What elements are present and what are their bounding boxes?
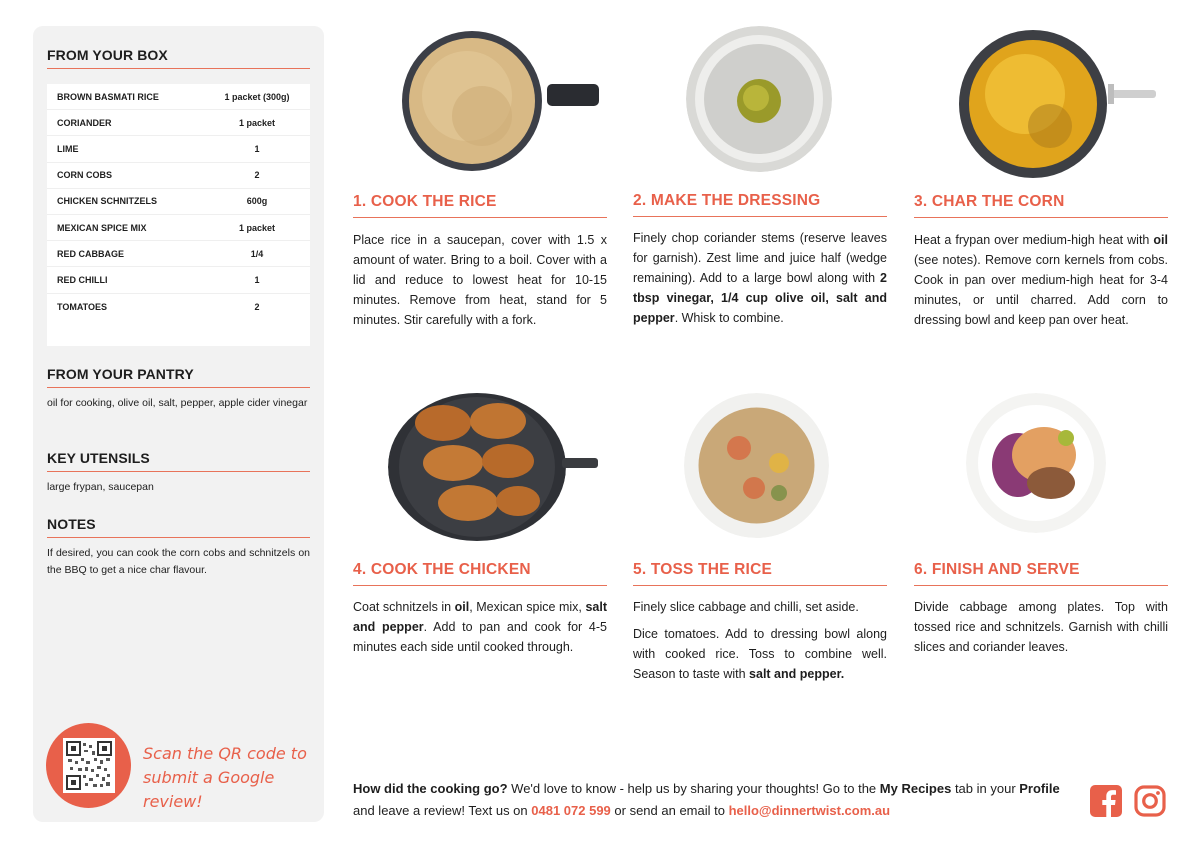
ingredient-row	[47, 294, 310, 320]
text-run: Finely slice cabbage and chilli, set aside.	[633, 600, 859, 614]
step-5-title: 5. TOSS THE RICE	[633, 561, 887, 586]
ingredient-quantity: 1/4	[250, 248, 264, 259]
from-your-box-heading: FROM YOUR BOX	[47, 47, 310, 69]
qr-code-icon	[63, 738, 115, 793]
step-1-body	[353, 230, 607, 330]
ingredient-name: CORIANDER	[57, 117, 112, 128]
ingredient-quantity: 1 packet	[238, 117, 276, 128]
step-5-body	[633, 597, 887, 684]
text-run: Divide cabbage among plates. Top with tossed rice and schnitzels. Garnish with chilli slices and coriander leaves.	[914, 600, 1168, 654]
step-paragraph	[633, 228, 887, 328]
qr-prompt-line-2: submit a Google review!	[143, 768, 275, 811]
step-paragraph	[914, 230, 1168, 330]
ingredients-sidebar	[33, 26, 324, 822]
text-run: , Mexican spice mix,	[469, 600, 586, 614]
ingredient-name: RED CHILLI	[57, 274, 108, 285]
bold-text: How did the cooking go?	[353, 781, 508, 796]
contact-link[interactable]: hello@dinnertwist.com.au	[728, 803, 891, 818]
bold-text: My Recipes	[879, 781, 952, 796]
qr-review-prompt	[143, 742, 313, 814]
ingredient-name: BROWN BASMATI RICE	[57, 91, 159, 102]
text-run: or send an email to	[610, 803, 729, 818]
ingredient-row	[47, 84, 310, 110]
from-your-pantry-heading: FROM YOUR PANTRY	[47, 366, 310, 388]
saucepan-handle-icon	[547, 78, 602, 114]
pantry-text: oil for cooking, olive oil, salt, pepper, apple cider vinegar	[47, 397, 308, 409]
text-run: Coat schnitzels in	[353, 600, 455, 614]
ingredient-row	[47, 189, 310, 215]
step-4-title: 4. COOK THE CHICKEN	[353, 561, 607, 586]
ingredient-name: CHICKEN SCHNITZELS	[57, 196, 158, 207]
notes-text: If desired, you can cook the corn cobs and schnitzels on the BBQ to get a nice char flavour.	[47, 547, 310, 576]
ingredient-row	[47, 136, 310, 162]
ingredient-name: MEXICAN SPICE MIX	[57, 222, 147, 233]
step-6-body	[914, 597, 1168, 657]
utensils-text: large frypan, saucepan	[47, 481, 154, 493]
step-2-title: 2. MAKE THE DRESSING	[633, 192, 887, 217]
bold-text: oil	[454, 600, 470, 614]
step-paragraph	[353, 597, 607, 657]
text-run: (see notes). Remove corn kernels from cobs. Cook in pan over medium-high heat for 3-4 minutes, or until charred. Add corn to dressing bowl and keep pan over heat.	[914, 253, 1168, 327]
ingredient-quantity: 2	[254, 170, 260, 181]
ingredient-quantity: 600g	[246, 196, 268, 207]
tossed-rice-bowl-image	[684, 393, 829, 538]
ingredient-name: CORN COBS	[57, 170, 113, 181]
bold-text: Profile	[1019, 781, 1060, 796]
ingredient-row	[47, 163, 310, 189]
ingredient-name: RED CABBAGE	[57, 248, 125, 259]
ingredient-quantity: 1 packet (300g)	[224, 91, 290, 102]
dressing-bowl-image	[686, 26, 832, 172]
ingredient-quantity: 1 packet	[238, 222, 276, 233]
step-paragraph	[914, 597, 1168, 657]
text-run: tab in your	[951, 781, 1020, 796]
frypan-handle-icon-2	[562, 450, 602, 480]
ingredient-quantity: 1	[254, 274, 260, 285]
step-1-title: 1. COOK THE RICE	[353, 193, 607, 218]
notes-heading: NOTES	[47, 516, 310, 538]
ingredient-quantity: 2	[254, 301, 260, 312]
text-run: Heat a frypan over medium-high heat with	[914, 233, 1154, 247]
bold-text: salt and pepper.	[749, 667, 845, 681]
ingredients-table	[47, 84, 310, 346]
step-2-body	[633, 228, 887, 328]
bold-text: salt and pepper	[353, 600, 607, 634]
step-3-body	[914, 230, 1168, 330]
step-6-title: 6. FINISH AND SERVE	[914, 561, 1168, 586]
ingredient-row	[47, 267, 310, 293]
qr-code-badge[interactable]	[46, 723, 131, 808]
ingredient-row	[47, 241, 310, 267]
ingredient-quantity: 1	[254, 143, 260, 154]
text-run: Dice tomatoes. Add to dressing bowl along with cooked rice. Toss to combine well. Season to taste with	[633, 627, 887, 681]
bold-text: oil	[1153, 233, 1168, 247]
step-paragraph	[353, 230, 607, 330]
ingredient-row	[47, 110, 310, 136]
ingredient-name: LIME	[57, 143, 79, 154]
frypan-handle-icon	[1108, 80, 1160, 110]
step-4-body	[353, 597, 607, 657]
text-run: . Add to pan and cook for 4-5 minutes each side until cooked through.	[353, 620, 608, 654]
bold-text: 2 tbsp vinegar, 1/4 cup olive oil, salt and pepper	[633, 271, 887, 325]
served-plate-image	[966, 393, 1106, 533]
chicken-in-frypan-image	[388, 393, 566, 541]
ingredient-name: TOMATOES	[57, 301, 108, 312]
rice-in-saucepan-image	[397, 26, 547, 176]
text-run: and leave a review! Text us on	[353, 803, 532, 818]
text-run: We'd love to know - help us by sharing your thoughts! Go to the	[507, 781, 880, 796]
text-run: Place rice in a saucepan, cover with 1.5 x amount of water. Bring to a boil. Cover with a lid and reduce to lowest heat for 10-15 minutes. Remove from heat, stand for 5 minutes. Stir carefully with a fork.	[353, 233, 607, 327]
review-footer-text	[353, 778, 1073, 822]
facebook-icon[interactable]	[1090, 785, 1122, 817]
ingredient-row	[47, 215, 310, 241]
step-paragraph	[633, 624, 887, 684]
qr-prompt-line-1: Scan the QR code to	[143, 744, 307, 763]
corn-in-frypan-image	[955, 26, 1111, 182]
text-run: . Whisk to combine.	[674, 311, 784, 325]
text-run: Finely chop coriander stems (reserve leaves for garnish). Zest lime and juice half (wedge remaining). Add to a large bowl along with	[633, 231, 887, 285]
step-paragraph	[633, 597, 887, 617]
step-3-title: 3. CHAR THE CORN	[914, 193, 1168, 218]
key-utensils-heading: KEY UTENSILS	[47, 450, 310, 472]
contact-link[interactable]: 0481 072 599	[531, 803, 611, 818]
instagram-icon[interactable]	[1134, 785, 1166, 817]
